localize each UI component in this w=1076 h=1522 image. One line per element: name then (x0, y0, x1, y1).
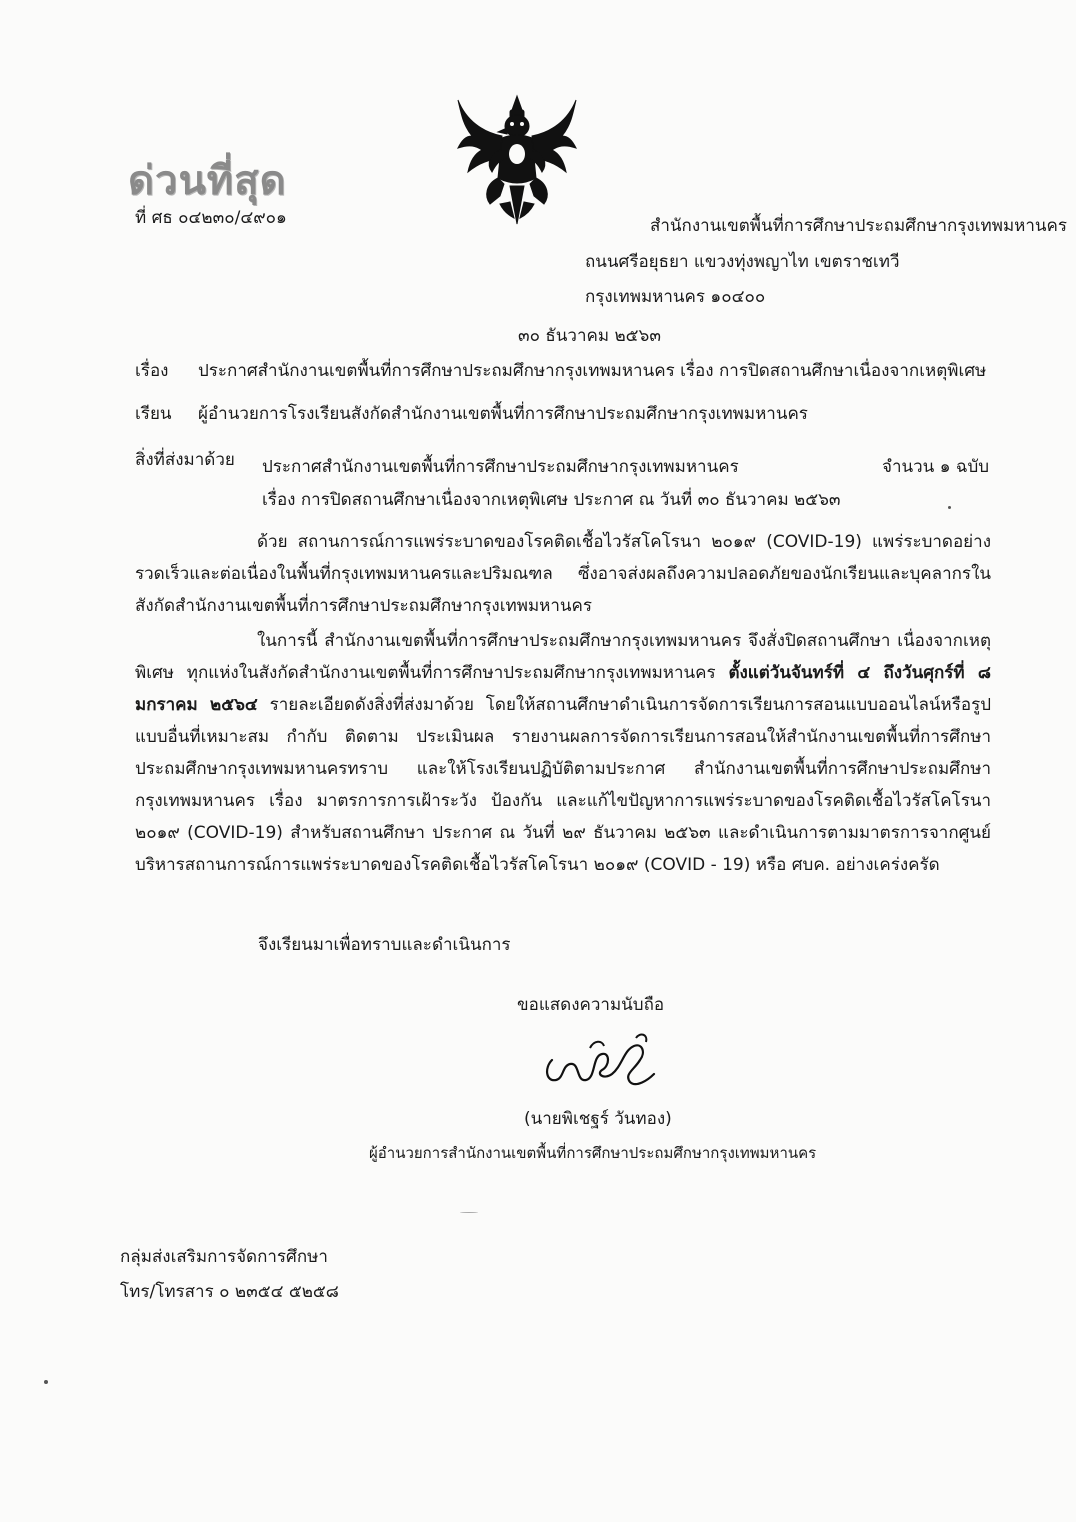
scan-speck (460, 1212, 478, 1213)
closure-period: ตั้งแต่วันจันทร์ที่ ๔ ถึงวันศุกร์ที่ ๘ มกราคม ๒๕๖๔ (135, 663, 991, 715)
subject-label: เรื่อง (135, 361, 169, 381)
sender-address-line1: ถนนศรีอยุธยา แขวงทุ่งพญาไท เขตราชเทวี (585, 252, 900, 272)
letter-date: ๓๐ ธันวาคม ๒๕๖๓ (518, 326, 661, 346)
closing-line: จึงเรียนมาเพื่อทราบและดำเนินการ (258, 935, 511, 955)
sender-address-line2: กรุงเทพมหานคร ๑๐๔๐๐ (585, 287, 766, 307)
paragraph2-part2: รายละเอียดดังสิ่งที่ส่งมาด้วย โดยให้สถานศึกษาดำเนินการจัดการเรียนการสอนแบบออนไลน์หรือรูปแบบอื่นที่เหมาะสม กำกับ ติดตาม ประเมินผล รายงานผลการจัดการเรียนการสอนให้สำนักงานเขตพื้นที่การศึกษาประถมศึกษากรุงเทพมหานครทราบ และให้โรงเรียนปฏิบัติตามประกาศ สำนักงานเขตพื้นที่การศึกษาประถมศึกษากรุงเทพมหานคร เรื่อง มาตรการการเฝ้าระวัง ป้องกัน และแก้ไขปัญหาการแพร่ระบาดของโรคติดเชื้อไวรัสโคโรนา ๒๐๑๙ (COVID-19) สำหรับสถานศึกษา ประกาศ ณ วันที่ ๒๙ ธันวาคม ๒๕๖๓ และดำเนินการตามมาตรการจากศูนย์บริหารสถานการณ์การแพร่ระบาดของโรคติดเชื้อไวรัสโคโรนา ๒๐๑๙ (COVID - 19) หรือ ศบค. อย่างเคร่งครัด (135, 695, 991, 875)
scan-speck (44, 1380, 48, 1384)
enclosure-line2: เรื่อง การปิดสถานศึกษาเนื่องจากเหตุพิเศษ ประกาศ ณ วันที่ ๓๐ ธันวาคม ๒๕๖๓ (262, 490, 841, 510)
sender-org: สำนักงานเขตพื้นที่การศึกษาประถมศึกษากรุงเทพมหานคร (650, 216, 1068, 236)
footer-phone: โทร/โทรสาร ๐ ๒๓๕๔ ๕๒๕๘ (120, 1282, 339, 1302)
signer-position: ผู้อำนวยการสำนักงานเขตพื้นที่การศึกษาประถมศึกษากรุงเทพมหานคร (369, 1144, 817, 1162)
enclosure-label: สิ่งที่ส่งมาด้วย (135, 450, 235, 470)
garuda-emblem-icon (452, 92, 582, 232)
handwritten-signature (540, 1030, 665, 1100)
urgency-stamp: ด่วนที่สุด (128, 158, 287, 204)
enclosure-quantity: จำนวน ๑ ฉบับ (882, 457, 990, 477)
subject-text: ประกาศสำนักงานเขตพื้นที่การศึกษาประถมศึกษากรุงเทพมหานคร เรื่อง การปิดสถานศึกษาเนื่องจากเหตุพิเศษ (198, 361, 987, 381)
scan-speck (948, 506, 951, 509)
body-paragraph-1: ด้วย สถานการณ์การแพร่ระบาดของโรคติดเชื้อไวรัสโคโรนา ๒๐๑๙ (COVID-19) แพร่ระบาดอย่างรวดเร็วและต่อเนื่องในพื้นที่กรุงเทพมหานครและปริมณฑล ซึ่งอาจส่งผลถึงความปลอดภัยของนักเรียนและบุคลากรในสังกัดสำนักงานเขตพื้นที่การศึกษาประถมศึกษากรุงเทพมหานคร (135, 532, 991, 616)
recipient-label: เรียน (135, 404, 172, 424)
footer-department: กลุ่มส่งเสริมการจัดการศึกษา (120, 1247, 328, 1267)
document-number: ที่ ศธ ๐๔๒๓๐/๔๙๐๑ (135, 208, 287, 228)
regards-line: ขอแสดงความนับถือ (517, 995, 665, 1015)
enclosure-line1: ประกาศสำนักงานเขตพื้นที่การศึกษาประถมศึกษากรุงเทพมหานคร (262, 457, 739, 477)
recipient-text: ผู้อำนวยการโรงเรียนสังกัดสำนักงานเขตพื้นที่การศึกษาประถมศึกษากรุงเทพมหานคร (198, 404, 808, 424)
signer-name: (นายพิเชฐร์ วันทอง) (524, 1109, 672, 1129)
paragraph2-part1: ในการนี้ สำนักงานเขตพื้นที่การศึกษาประถมศึกษากรุงเทพมหานคร จึงสั่งปิดสถานศึกษา เนื่องจากเหตุพิเศษ ทุกแห่งในสังกัดสำนักงานเขตพื้นที่การศึกษาประถมศึกษากรุงเทพมหานคร (135, 631, 991, 683)
body-paragraph-2 (135, 625, 991, 881)
